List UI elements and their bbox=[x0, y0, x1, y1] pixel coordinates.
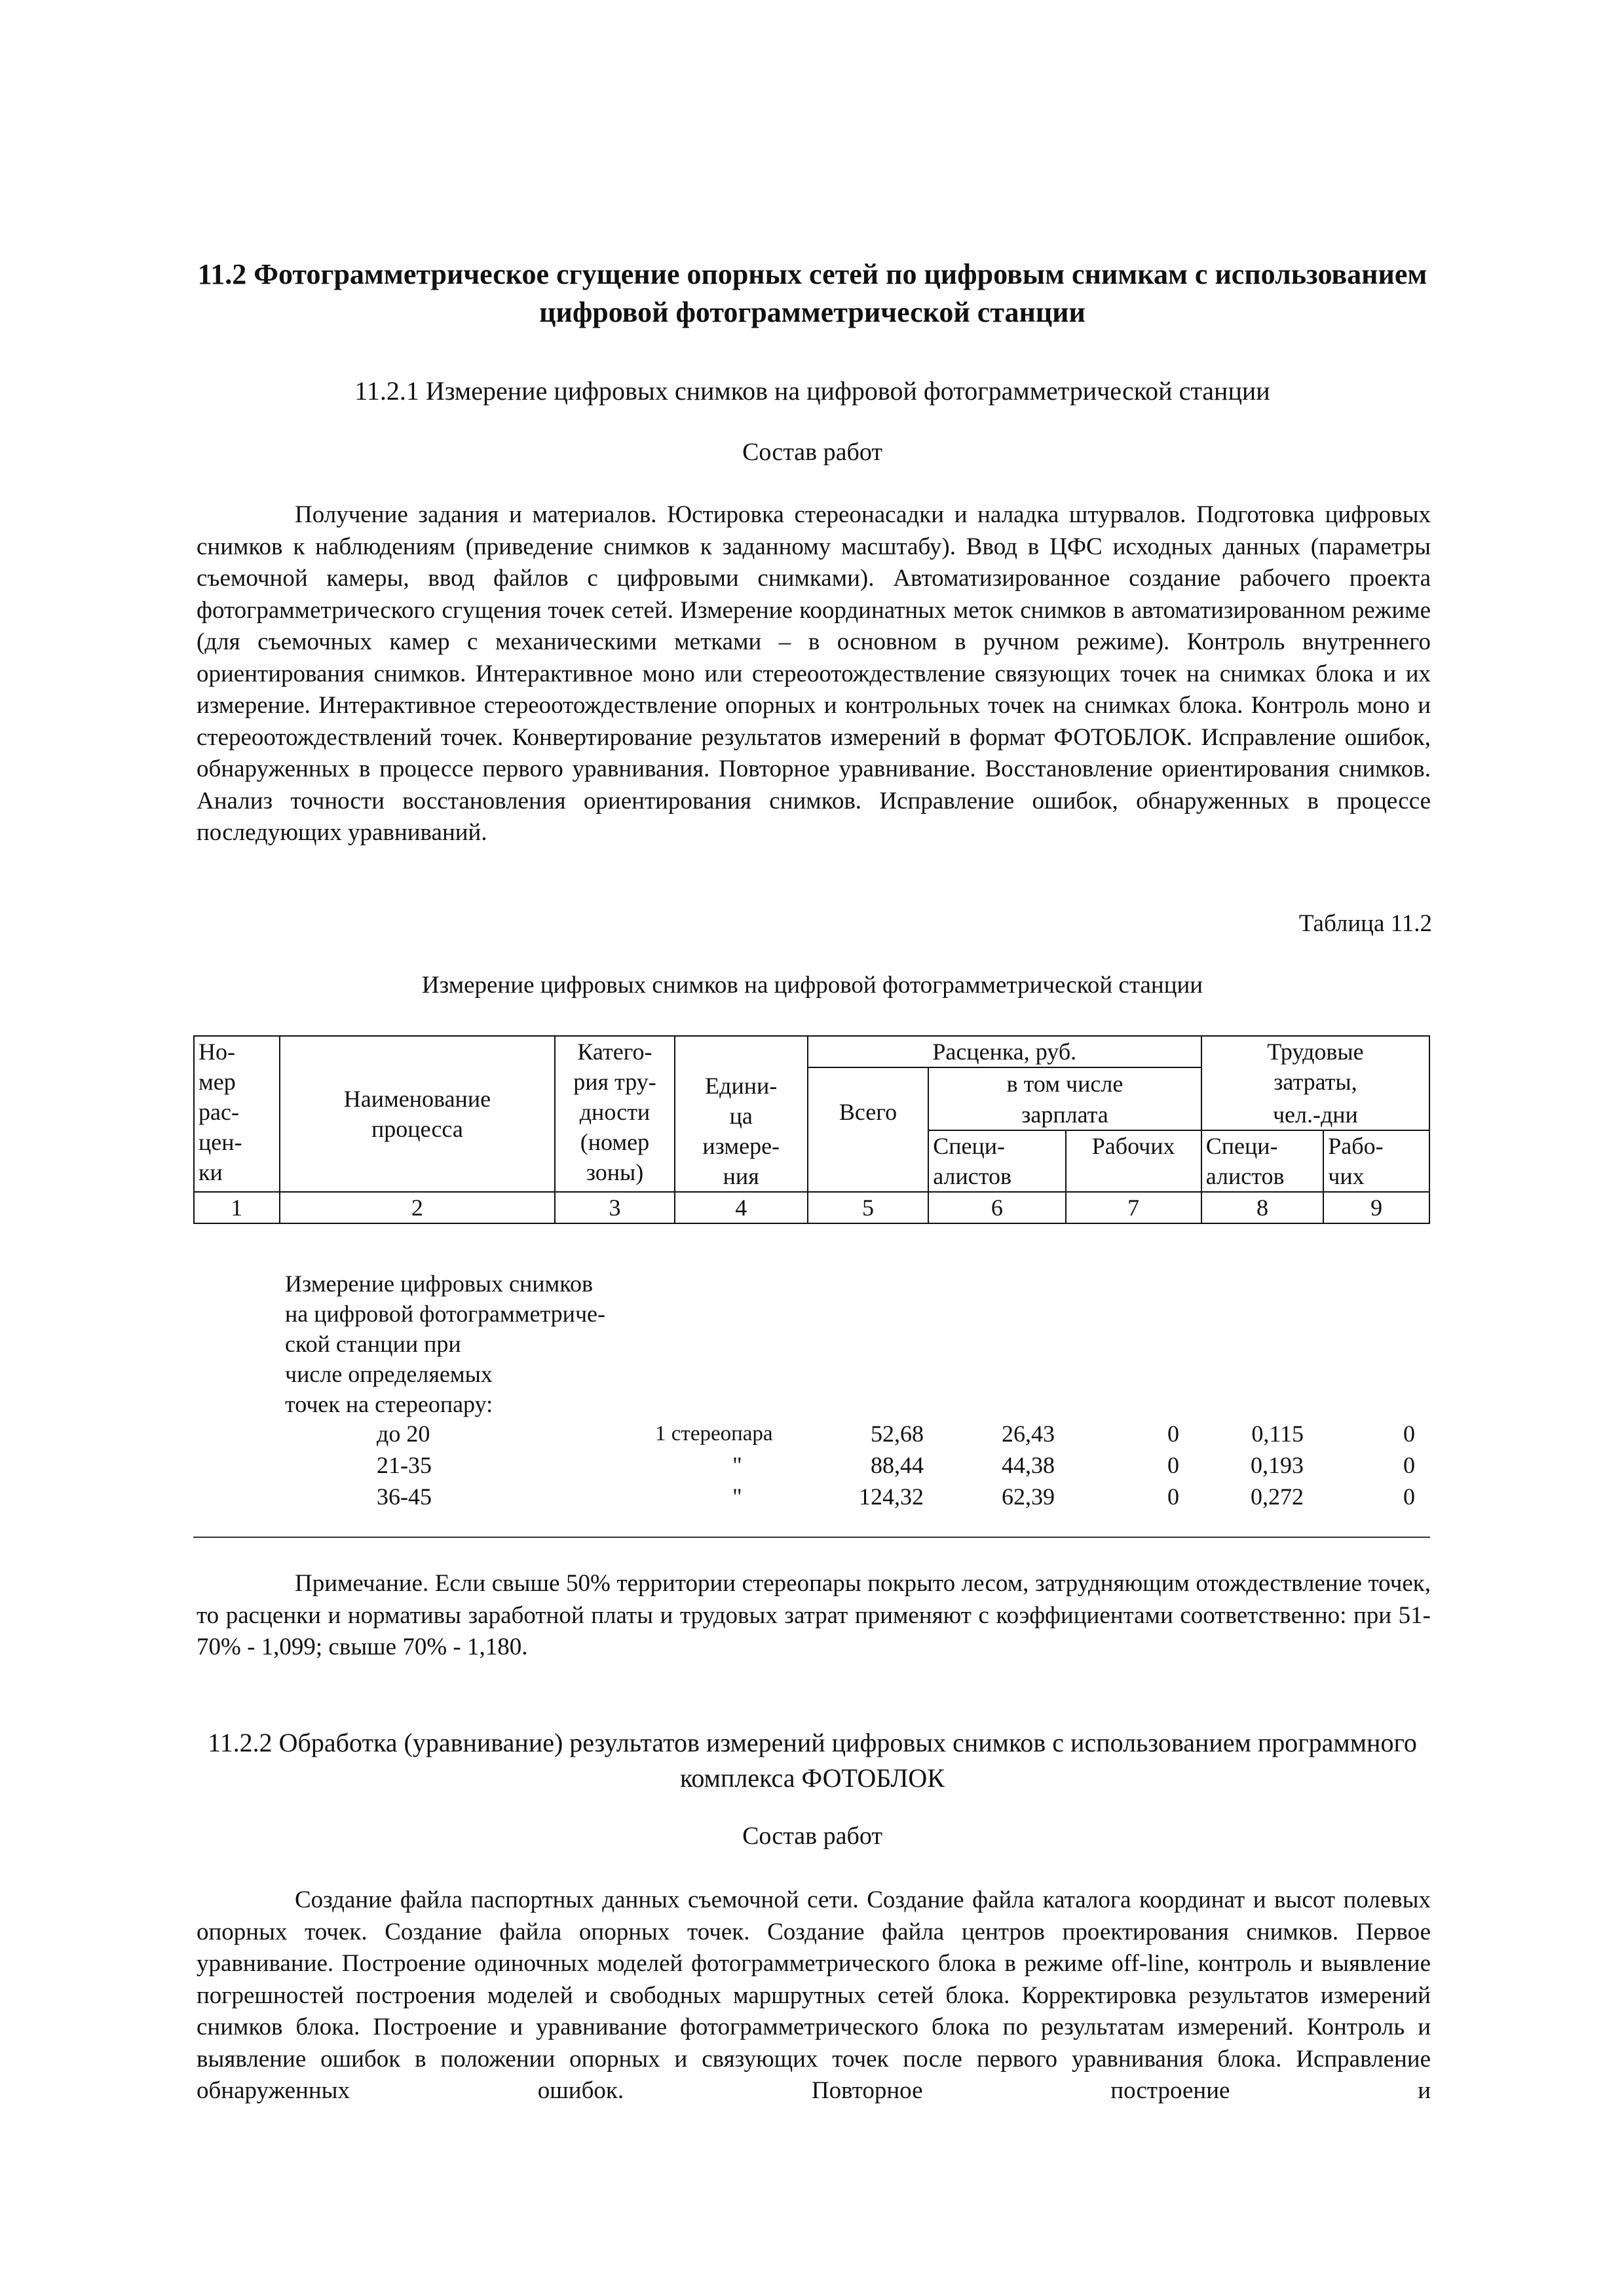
header-spec: Специ- алистов bbox=[928, 1130, 1065, 1192]
table-header bbox=[193, 1035, 1430, 1224]
row-range: 36-45 bbox=[377, 1483, 432, 1510]
header-spec2: Специ- алистов bbox=[1201, 1130, 1324, 1192]
works-text-2: Создание файла паспортных данных съемочной сети. Создание файла каталога координат и высот полевых опорных точек. Создание файла опорных точек. Создание файла центров проектирования снимков. Первое уравнивание. Построение одиночных моделей фотограмметрического блока в режиме off-line, контроль и выявление погрешностей построения моделей и свободных маршрутных сетей блока. Корректировка результатов измерений снимков блока. Построение и уравнивание фотограмметрического блока по результатам измерений. Контроль и выявление ошибок в положении опорных и связующих точек после первого уравнивания блока. Исправление обнаруженных ошибок. Повторное построение и bbox=[197, 1886, 1431, 2104]
col-num-1: 1 bbox=[194, 1192, 280, 1223]
works-heading-1: Состав работ bbox=[742, 438, 882, 466]
table-note: Примечание. Если свыше 50% территории стереопары покрыто лесом, затрудняющим отождествление точек, то расценки и нормативы заработной платы и трудовых затрат применяют с коэффициентами соответственно: при 51-70% - 1,099; свыше 70% - 1,180. bbox=[197, 1570, 1431, 1660]
col-num-6: 6 bbox=[928, 1192, 1065, 1223]
row-labor-spec: 0,272 bbox=[1251, 1483, 1304, 1510]
header-price: Расценка, руб. bbox=[808, 1036, 1201, 1067]
row-labor-spec: 0,193 bbox=[1251, 1452, 1304, 1478]
header-total: Всего bbox=[808, 1067, 928, 1192]
row-labor-spec: 0,115 bbox=[1251, 1421, 1304, 1447]
row-total: 52,68 bbox=[871, 1421, 924, 1447]
table-label: Таблица 11.2 bbox=[1298, 910, 1432, 937]
row-range: до 20 bbox=[377, 1421, 430, 1447]
process-name: Измерение цифровых снимков на цифровой фотограмметриче- ской станции при числе определяемых точек на стереопару: bbox=[285, 1271, 606, 1417]
header-name: Наименование процесса bbox=[280, 1036, 556, 1192]
header-labor-unit: чел.-дни bbox=[1201, 1099, 1429, 1130]
col-num-4: 4 bbox=[675, 1192, 808, 1223]
row-total: 124,32 bbox=[859, 1483, 924, 1510]
row-spec: 62,39 bbox=[1002, 1483, 1055, 1510]
row-unit: " bbox=[732, 1452, 742, 1478]
row-range: 21-35 bbox=[377, 1452, 432, 1478]
row-work: 0 bbox=[1167, 1452, 1179, 1478]
row-spec: 44,38 bbox=[1002, 1452, 1055, 1478]
table-bottom-rule bbox=[193, 1537, 1430, 1538]
header-category: Катего- рия тру- дности (номер зоны) bbox=[555, 1036, 674, 1192]
col-num-9: 9 bbox=[1323, 1192, 1429, 1223]
header-workers2: Рабо- чих bbox=[1323, 1130, 1429, 1192]
col-num-3: 3 bbox=[555, 1192, 674, 1223]
table-caption: Измерение цифровых снимков на цифровой фотограмметрической станции bbox=[421, 972, 1203, 999]
row-labor-work: 0 bbox=[1403, 1483, 1415, 1510]
row-labor-work: 0 bbox=[1403, 1421, 1415, 1447]
works-text-1: Получение задания и материалов. Юстировка стереонасадки и наладка штурвалов. Подготовка цифровых снимков к наблюдениям (приведение снимков к заданному масштабу). Ввод в ЦФС исходных данных (параметры съемочной камеры, ввод файлов с цифровыми снимками). Автоматизированное создание рабочего проекта фотограмметрического сгущения точек сетей. Измерение координатных меток снимков в автоматизированном режиме (для съемочных камер с механическими метками – в основном в ручном режиме). Контроль внутреннего ориентирования снимков. Интерактивное моно или стереоотождествление связующих точек на снимках блока и их измерение. Интерактивное стереоотождествление опорных и контрольных точек на снимках блока. Контроль моно и стереоотождествлений точек. Конвертирование результатов измерений в формат ФОТОБЛОК. Исправление ошибок, обнаруженных в процессе первого уравнивания. Повторное уравнивание. Восстановление ориентирования снимков. Анализ точности восстановления ориентирования снимков. Исправление ошибок, обнаруженных в процессе последующих уравниваний. bbox=[197, 501, 1431, 846]
works-heading-2: Состав работ bbox=[742, 1822, 882, 1850]
header-salary: зарплата bbox=[928, 1099, 1201, 1130]
header-number: Но- мер рас- цен- ки bbox=[194, 1036, 280, 1192]
subsection-title-1: 11.2.1 Измерение цифровых снимков на цифровой фотограмметрической станции bbox=[354, 376, 1270, 406]
header-workers: Рабочих bbox=[1066, 1130, 1201, 1192]
col-num-2: 2 bbox=[280, 1192, 556, 1223]
subsection-title-2: 11.2.2 Обработка (уравнивание) результатов измерений цифровых снимков с использованием программного комплекса ФОТОБЛОК bbox=[208, 1728, 1417, 1793]
row-unit: 1 стереопара bbox=[655, 1422, 773, 1445]
row-work: 0 bbox=[1167, 1421, 1179, 1447]
header-labor: Трудовые затраты, bbox=[1201, 1036, 1429, 1099]
section-title: 11.2 Фотограмметрическое сгущение опорных сетей по цифровым снимкам с использованием цифровой фотограмметрической станции bbox=[197, 258, 1427, 328]
col-num-7: 7 bbox=[1066, 1192, 1201, 1223]
row-total: 88,44 bbox=[871, 1452, 924, 1478]
header-unit: Едини- ца измере- ния bbox=[675, 1036, 808, 1192]
col-num-5: 5 bbox=[808, 1192, 928, 1223]
row-labor-work: 0 bbox=[1403, 1452, 1415, 1478]
row-unit: " bbox=[732, 1483, 742, 1510]
header-incl: в том числе bbox=[928, 1067, 1201, 1099]
row-spec: 26,43 bbox=[1002, 1421, 1055, 1447]
row-work: 0 bbox=[1167, 1483, 1179, 1510]
col-num-8: 8 bbox=[1201, 1192, 1324, 1223]
